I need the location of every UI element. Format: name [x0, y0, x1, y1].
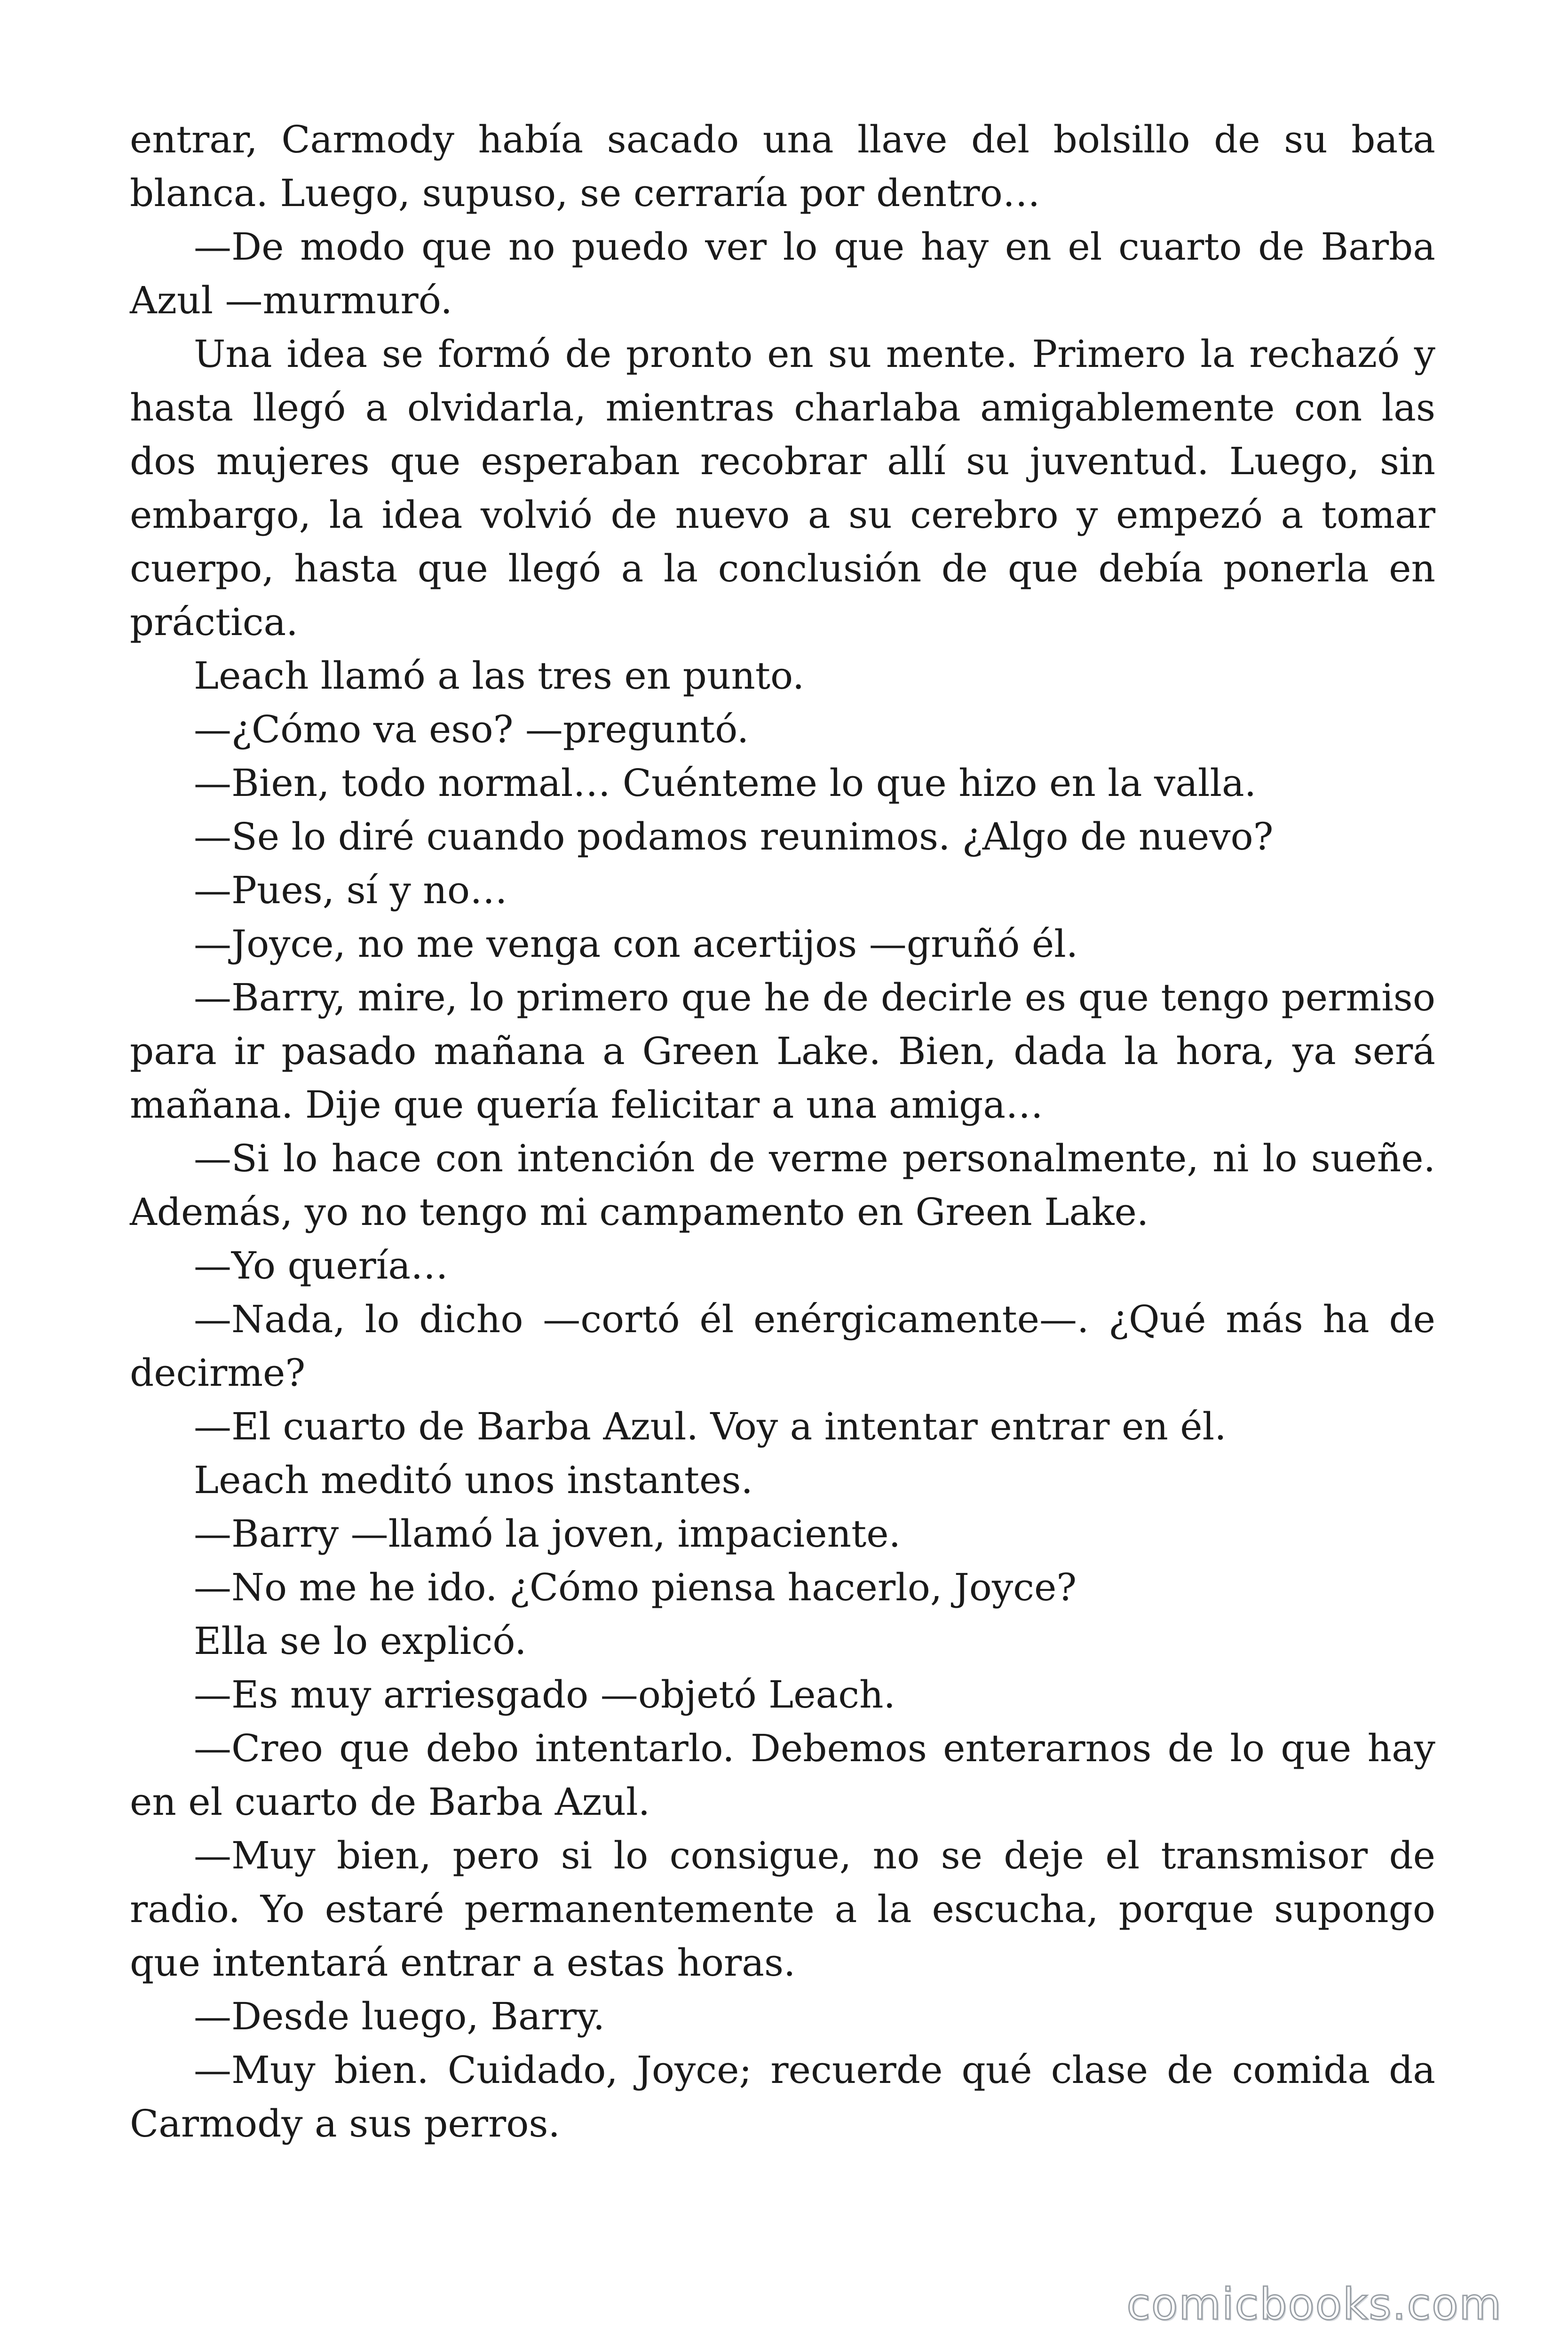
paragraph: —Barry —llamó la joven, impaciente.: [194, 1512, 901, 1556]
paragraph: entrar, Carmody había sacado una llave del bolsillo de su bata blanca. Luego, supuso, se cerraría por dentro…: [130, 118, 1435, 215]
paragraph: —Muy bien. Cuidado, Joyce; recuerde qué clase de comida da Carmody a sus perros.: [130, 2048, 1435, 2145]
paragraph: —Se lo diré cuando podamos reunimos. ¿Algo de nuevo?: [194, 815, 1274, 858]
paragraph: —Si lo hace con intención de verme personalmente, ni lo sueñe. Además, yo no tengo mi campamento en Green Lake.: [130, 1136, 1435, 1234]
paragraph: —No me he ido. ¿Cómo piensa hacerlo, Joyce?: [194, 1565, 1077, 1609]
paragraph: —El cuarto de Barba Azul. Voy a intentar entrar en él.: [194, 1405, 1227, 1448]
paragraph: —Es muy arriesgado —objetó Leach.: [194, 1673, 895, 1716]
page-body: [130, 113, 1435, 2151]
paragraph: —Bien, todo normal… Cuénteme lo que hizo en la valla.: [194, 761, 1257, 805]
paragraph: —Nada, lo dicho —cortó él enérgicamente—. ¿Qué más ha de decirme?: [130, 1297, 1435, 1395]
paragraph: Ella se lo explicó.: [194, 1619, 527, 1663]
paragraph: —¿Cómo va eso? —preguntó.: [194, 707, 749, 751]
paragraph: —Barry, mire, lo primero que he de decirle es que tengo permiso para ir pasado mañana a Green Lake. Bien, dada la hora, ya será mañana. Dije que quería felicitar a una amiga…: [130, 976, 1435, 1127]
paragraph: Leach meditó unos instantes.: [194, 1458, 753, 1502]
paragraph: —Joyce, no me venga con acertijos —gruñó él.: [194, 922, 1078, 966]
paragraph: Una idea se formó de pronto en su mente. Primero la rechazó y hasta llegó a olvidarla, mientras charlaba amigablemente con las dos mujeres que esperaban recobrar allí su juventud. Luego, sin embargo, la idea volvió de nuevo a su cerebro y empezó a tomar cuerpo, hasta que llegó a la conclusión de que debía ponerla en práctica.: [130, 332, 1435, 644]
paragraph: —Desde luego, Barry.: [194, 1994, 605, 2038]
paragraph: —Yo quería…: [194, 1244, 449, 1287]
paragraph: —Muy bien, pero si lo consigue, no se deje el transmisor de radio. Yo estaré permanentemente a la escucha, porque supongo que intentará entrar a estas horas.: [130, 1834, 1435, 1985]
paragraph: —De modo que no puedo ver lo que hay en el cuarto de Barba Azul —murmuró.: [130, 225, 1435, 322]
paragraph: —Creo que debo intentarlo. Debemos enterarnos de lo que hay en el cuarto de Barba Azul.: [130, 1726, 1435, 1824]
paragraph: —Pues, sí y no…: [194, 868, 507, 912]
watermark: comicbooks.com: [1126, 2279, 1502, 2329]
paragraph: Leach llamó a las tres en punto.: [194, 654, 805, 698]
